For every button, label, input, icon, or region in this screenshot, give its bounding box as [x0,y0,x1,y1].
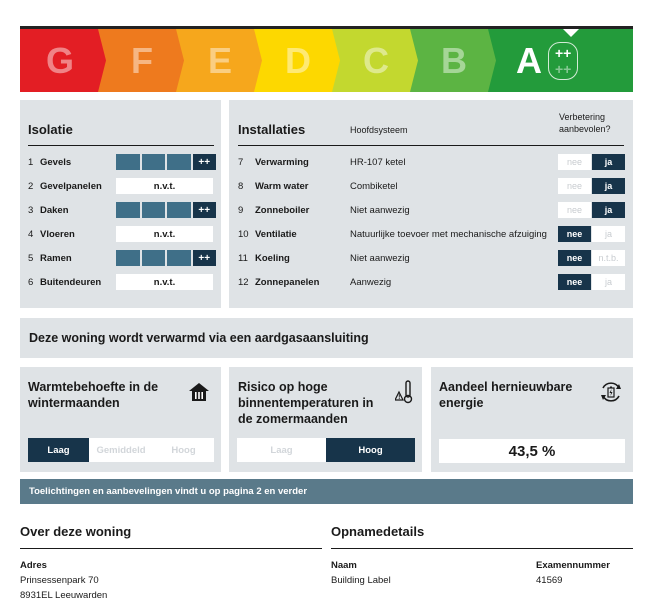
row-system: Niet aanwezig [350,205,410,216]
row-number: 4 [28,229,34,240]
row-number: 12 [238,277,249,288]
energy-class-g: G [45,39,74,81]
row-label: Vloeren [40,229,75,240]
energy-class-b: B [441,39,467,81]
energy-class-e: E [207,39,232,81]
ja-toggle: ja [592,178,625,194]
row-label: Ramen [40,253,72,264]
energy-label-bar [20,26,633,92]
isolatie-panel [20,100,221,308]
row-label: Gevelpanelen [40,181,102,192]
row-number: 8 [238,181,244,192]
hernieuwbaar-title: Aandeel hernieuwbare energie [439,380,573,410]
nee-toggle: nee [558,274,591,290]
row-number: 3 [28,205,34,216]
hernieuwbaar-value: 43,5 % [439,439,625,463]
rating-value: ++ [193,154,217,170]
installatie-row-warm-water [238,178,630,195]
row-number: 11 [238,253,248,264]
isolatie-row-buitendeuren [28,274,218,291]
row-label: Verwarming [255,157,309,168]
current-class-marker [563,29,579,37]
isolatie-row-ramen [28,250,218,267]
naam-value: Building Label [331,575,391,586]
installatie-row-koeling [238,250,630,267]
ja-toggle: ja [592,154,625,170]
opname-title: Opnamedetails [331,524,425,539]
energy-class-c: C [363,39,389,81]
rating-bar [116,250,216,266]
adres-street: Prinsessenpark 70 [20,575,99,586]
installatie-row-zonnepanelen [238,274,630,291]
examennummer-value: 41569 [536,575,563,586]
house-heat-icon [188,381,210,403]
isolatie-row-gevels [28,154,218,171]
isolatie-row-vloeren [28,226,218,243]
row-system: Niet aanwezig [350,253,410,264]
row-label: Gevels [40,157,72,168]
row-label: Ventilatie [255,229,297,240]
isolatie-title: Isolatie [28,122,73,137]
option-laag: Laag [237,438,326,462]
rating-bar [116,202,216,218]
svg-text:!: ! [398,395,401,401]
thermometer-warning-icon [395,379,415,405]
energy-class-d: D [285,39,311,81]
isolatie-row-daken [28,202,218,219]
warmtebehoefte-panel [20,367,221,472]
over-woning-rule [20,548,322,549]
heating-banner-text: Deze woning wordt verwarmd via een aardgasaansluiting [29,331,369,345]
row-system: Aanwezig [350,277,392,288]
installatie-row-verwarming [238,154,630,171]
row-number: 1 [28,157,34,168]
row-system: HR-107 ketel [350,157,406,168]
installatie-row-zonneboiler [238,202,630,219]
row-label: Warm water [255,181,309,192]
adres-label: Adres [20,560,47,571]
rating-value: n.v.t. [116,274,213,290]
ntb-toggle: n.t.b. [592,250,625,266]
examennummer-label: Examennummer [536,560,610,571]
adres-postcode-city: 8931EL Leeuwarden [20,590,108,601]
nee-toggle: nee [558,154,591,170]
isolatie-rule [28,145,214,146]
opname-rule [331,548,633,549]
installaties-panel [229,100,633,308]
heating-banner [20,318,633,358]
row-number: 7 [238,157,244,168]
hernieuwbaar-panel [431,367,633,472]
row-label: Zonneboiler [255,205,310,216]
installaties-title: Installaties [238,122,306,137]
plus-badge: ++ ++ [548,42,578,80]
rating-value: ++ [193,202,217,218]
nee-toggle: nee [558,226,591,242]
row-number: 6 [28,277,34,288]
energy-class-f: F [131,39,153,81]
rating-value: n.v.t. [116,226,213,242]
option-hoog: Hoog [326,438,415,462]
row-number: 10 [238,229,249,240]
row-number: 5 [28,253,34,264]
option-hoog: Hoog [153,438,214,462]
rating-value: n.v.t. [116,178,213,194]
row-system: Combiketel [350,181,398,192]
column-hoofdsysteem: Hoofdsysteem [350,125,408,135]
column-verbetering: Verbetering aanbevolen? [559,112,611,134]
naam-label: Naam [331,560,357,571]
ja-toggle: ja [592,202,625,218]
risico-panel [229,367,422,472]
row-number: 2 [28,181,34,192]
option-laag: Laag [28,438,89,462]
risico-scale [237,438,415,462]
installatie-row-ventilatie [238,226,630,243]
energy-class-a-current: A ++ ++ [488,29,633,92]
over-woning-title: Over deze woning [20,524,132,539]
risico-title: Risico op hoge binnentemperaturen in de zomermaanden [238,380,374,426]
toelichting-text: Toelichtingen en aanbevelingen vindt u op pagina 2 en verder [29,486,308,497]
nee-toggle: nee [558,202,591,218]
rating-value: ++ [193,250,217,266]
warmtebehoefte-scale [28,438,214,462]
rating-bar [116,154,216,170]
row-system: Natuurlijke toevoer met mechanische afzuiging [350,229,547,240]
row-label: Koeling [255,253,290,264]
ja-toggle: ja [592,274,625,290]
option-gemiddeld: Gemiddeld [89,438,153,462]
row-label: Zonnepanelen [255,277,320,288]
nee-toggle: nee [558,178,591,194]
warmtebehoefte-title: Warmtebehoefte in de wintermaanden [28,380,159,410]
row-number: 9 [238,205,244,216]
toelichting-band [20,479,633,504]
isolatie-row-gevelpanelen [28,178,218,195]
ja-toggle: ja [592,226,625,242]
renewable-cycle-icon [598,379,624,405]
installaties-rule [238,145,624,146]
nee-toggle: nee [558,250,591,266]
row-label: Buitendeuren [40,277,102,288]
row-label: Daken [40,205,69,216]
